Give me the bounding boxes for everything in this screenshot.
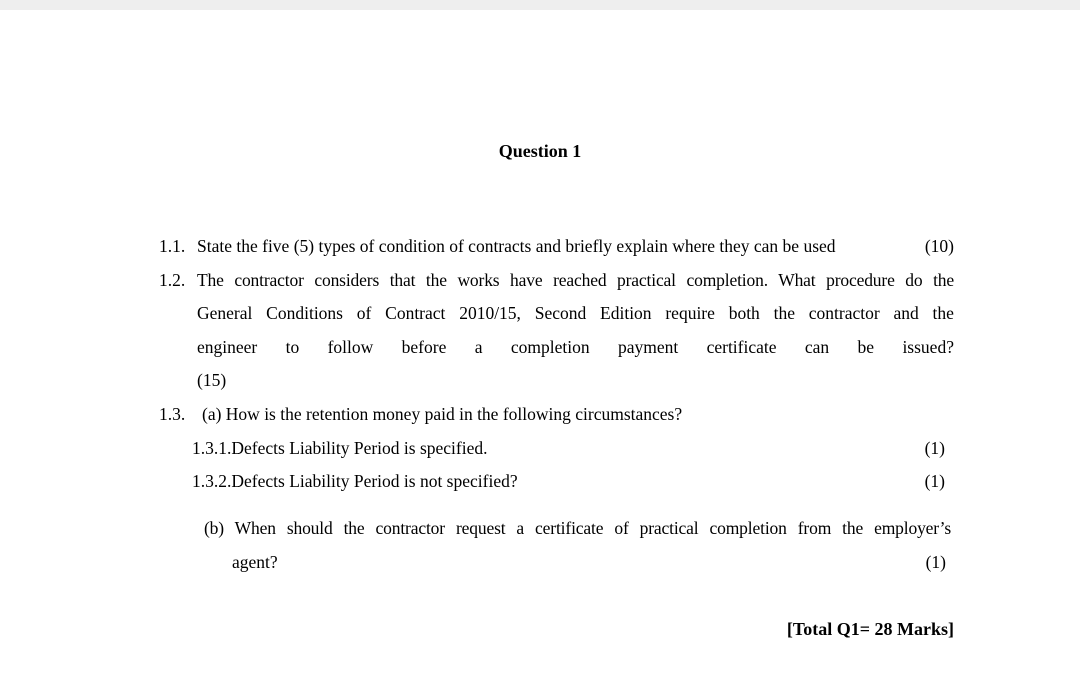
question-1-1-text: State the five (5) types of condition of contracts and briefly explain where they can be used bbox=[197, 236, 836, 256]
word: Contract bbox=[385, 303, 446, 323]
question-1-1-marks: (10) bbox=[924, 236, 954, 256]
word: both bbox=[728, 303, 760, 323]
question-1-2-line-1: The contractor considers that the works have reached practical completion. What procedure do the bbox=[197, 270, 954, 290]
question-1-2-marks: (15) bbox=[197, 370, 227, 390]
word: Second bbox=[534, 303, 587, 323]
total-marks: [Total Q1= 28 Marks] bbox=[786, 619, 954, 639]
question-1-2-line-2 bbox=[197, 302, 954, 324]
word: 2010/15, bbox=[459, 303, 521, 323]
word: the bbox=[932, 303, 954, 323]
question-1-3-2-marks: (1) bbox=[924, 471, 945, 491]
word: completion bbox=[510, 337, 590, 357]
question-1-3-1-marks: (1) bbox=[924, 438, 945, 458]
question-number-1-1: 1.1. bbox=[159, 236, 186, 256]
page-title: Question 1 bbox=[498, 141, 582, 161]
question-1-2-line-3 bbox=[197, 336, 954, 358]
word: follow bbox=[327, 337, 374, 357]
word: the bbox=[773, 303, 795, 323]
word: engineer bbox=[197, 337, 258, 357]
word: certificate bbox=[706, 337, 777, 357]
word: payment bbox=[617, 337, 679, 357]
question-number-1-3: 1.3. bbox=[159, 404, 186, 424]
word: issued? bbox=[902, 337, 954, 357]
question-1-3-2-text: 1.3.2.Defects Liability Period is not specified? bbox=[192, 471, 518, 491]
word: and bbox=[893, 303, 919, 323]
word: require bbox=[665, 303, 715, 323]
question-1-3-part-b-line-2: agent? bbox=[232, 552, 278, 572]
word: contractor bbox=[808, 303, 880, 323]
word: of bbox=[356, 303, 372, 323]
word: be bbox=[857, 337, 875, 357]
question-1-3-part-a: (a) How is the retention money paid in the following circumstances? bbox=[202, 404, 683, 424]
word: Edition bbox=[600, 303, 652, 323]
question-number-1-2: 1.2. bbox=[159, 270, 186, 290]
word: General bbox=[197, 303, 253, 323]
word: to bbox=[285, 337, 300, 357]
question-1-3-1-text: 1.3.1.Defects Liability Period is specified. bbox=[192, 438, 488, 458]
word: before bbox=[401, 337, 447, 357]
top-bar bbox=[0, 0, 1080, 10]
question-1-3-part-b-line-1: (b) When should the contractor request a certificate of practical completion from the employer’s bbox=[204, 518, 951, 538]
word: can bbox=[804, 337, 830, 357]
question-1-3-part-b-marks: (1) bbox=[925, 552, 946, 572]
word: a bbox=[474, 337, 483, 357]
word: Conditions bbox=[266, 303, 343, 323]
